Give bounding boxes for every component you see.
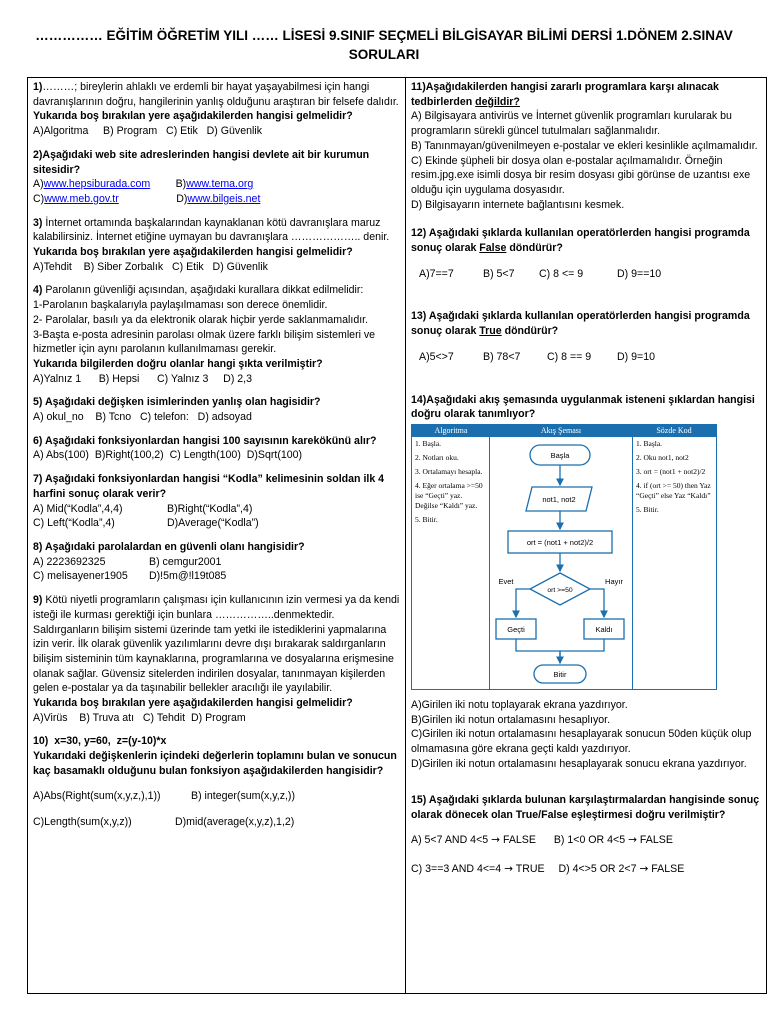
q10-option-d[interactable]: D)mid(average(x,y,z),1,2) — [175, 816, 295, 829]
flow-arrow-no — [590, 589, 604, 617]
exam-frame — [27, 77, 767, 994]
flowchart-pseudocode-steps — [632, 437, 716, 689]
flowchart-diagram — [490, 437, 631, 689]
q15-option-b-result: FALSE — [639, 833, 673, 846]
q13-option-d[interactable]: D) 9=10 — [617, 350, 655, 363]
question-15 — [411, 793, 761, 876]
q15-option-c[interactable]: C) 3==3 AND 4<=4 — [411, 862, 502, 875]
flowchart-head-pseudocode: Sözde Kod — [656, 425, 692, 435]
question-10 — [33, 734, 400, 830]
algo-step: 3. Ortalamayı hesapla. — [415, 466, 483, 476]
title-line1: …………… EĞİTİM ÖĞRETİM YILI …… LİSESİ 9.SINIF SEÇMELİ BİLGİSAYAR BİLİMİ DERSİ 1.DÖNEM 2.SINAV — [35, 28, 733, 43]
flow-yes-label: Evet — [498, 576, 514, 586]
q2-option-d-label: D) — [176, 192, 188, 205]
flow-decision-label: ort >=50 — [547, 586, 573, 594]
q8-option-b[interactable]: B) cemgur2001 — [149, 555, 222, 568]
question-4 — [33, 283, 400, 386]
arrow-right-icon: → — [639, 862, 649, 875]
question-8 — [33, 540, 400, 584]
q9-text: Kötü niyetli programların çalışması için kullanıcının izin vermesi ya da kendi isteği ile kurması gerektiği için bunlara ……………..denmektedir. Saldırganların bilişim sistemi üzerinde tam yetki ile istediklerini yapmalarına izin verir. İlk olarak güvenlik yazılımlarını devre dışı bırakarak saldırganların bilişim sisteminin tüm kaynaklarına, programlarına ve dosyalarına erişmesine olanak sağlar. Güvensiz sitelerden indirilen dosyalar, tanınmayan kişilerden gelen e-postalar ya da taşınabilir bellekler aracılığı ile yayılabilir. — [33, 594, 400, 695]
q10-option-c[interactable]: C)Length(sum(x,y,z)) — [33, 816, 132, 829]
q14-option-a[interactable]: A)Girilen iki notu toplayarak ekrana yazdırıyor. — [411, 698, 628, 711]
q12-question-end: döndürür? — [506, 242, 563, 255]
q14-option-b[interactable]: B)Girilen iki notun ortalamasını hesaplıyor. — [411, 713, 611, 726]
arrow-right-icon: → — [504, 862, 513, 875]
q11-option-c[interactable]: C) Ekinde şüpheli bir dosya olan e-postalar açılmamalıdır. Örneğin resim.jpg.exe isimli dosya bir resim dosyası gibi görünse de uzantısı exe olduğu için uygulama dosyasıdır. — [411, 154, 751, 196]
q12-question: 12) Aşağıdaki şıklarda kullanılan operatörlerden hangisi programda sonuç olarak — [411, 227, 750, 255]
q5-options[interactable]: A) okul_no B) Tcno C) telefon: D) adsoyad — [33, 411, 252, 424]
q3-question: Yukarıda boş bırakılan yere aşağıdakilerden hangisi gelmelidir? — [33, 246, 353, 259]
q2-question: 2)Aşağıdaki web site adreslerinden hangisi devlete ait bir kurumun sitesidir? — [33, 148, 370, 176]
question-2 — [33, 148, 400, 207]
q11-question: 11)Aşağıdakilerden hangisi zararlı programlara karşı alınacak tedbirlerden — [411, 81, 719, 108]
q1-text: ………; bireylerin ahlaklı ve erdemli bir hayat yaşayabilmesi için hangi davranışlarının doğru, hangilerinin yanlış olduğunu araştıran bir felsefe dalıdır. — [33, 81, 399, 108]
flow-no-label: Hayır — [605, 576, 623, 586]
q7-option-d[interactable]: D)Average(“Kodla”) — [167, 517, 259, 530]
q4-number: 4) — [33, 284, 43, 297]
arrow-right-icon: → — [628, 833, 637, 846]
algo-step: 2. Notları oku. — [415, 452, 459, 462]
q2-option-b-link[interactable]: www.tema.org — [186, 178, 254, 191]
flow-input-label: not1, not2 — [542, 494, 576, 504]
question-3 — [33, 216, 400, 275]
arrow-right-icon: → — [491, 833, 500, 846]
q11-question-emphasis: değildir? — [475, 95, 520, 108]
right-column — [406, 78, 766, 993]
q8-option-c[interactable]: C) melisayener1905 — [33, 570, 128, 583]
flow-fail-label: Kaldı — [595, 624, 613, 634]
q4-text: Parolanın güvenliği açısından, aşağıdaki kurallara dikkat edilmelidir: — [42, 284, 364, 297]
flow-arrow — [560, 639, 604, 651]
flow-arrow — [516, 639, 560, 659]
q7-question: 7) Aşağıdaki fonksiyonlardan hangisi “Kodla” kelimesinin soldan ilk 4 harfini sonuç olarak verir? — [33, 473, 385, 500]
flowchart-algorithm-steps — [412, 437, 490, 689]
q12-question-emphasis: False — [479, 242, 507, 255]
flowchart-head-diagram: Akış Şeması — [540, 425, 582, 435]
q15-option-c-result: TRUE — [515, 862, 545, 875]
q12-option-b[interactable]: B) 5<7 — [483, 267, 515, 280]
q4-question: Yukarıda bilgilerden doğru olanlar hangi şıkta verilmiştir? — [33, 357, 323, 370]
q3-text: İnternet ortamında başkalarından kaynaklanan kötü davranışlara maruz kalabilirsiniz. İnternet etiğine uymayan bu davranışlara ……………….. denir. — [33, 216, 390, 244]
q13-option-a[interactable]: A)5<>7 — [419, 350, 454, 363]
q10-question: Yukarıdaki değişkenlerin içindeki değerlerin toplamını bulan ve sonucun kaç basamaklı olduğunu bulan fonksiyon aşağıdakilerden hangisidir? — [33, 750, 397, 777]
q15-option-d[interactable]: D) 4<>5 OR 2<7 — [558, 862, 637, 875]
question-6 — [33, 434, 400, 463]
pseudo-step: 3. ort = (not1 + not2)/2 — [636, 466, 706, 476]
q8-option-a[interactable]: A) 2223692325 — [33, 555, 106, 568]
flowchart-header — [412, 425, 716, 437]
exam-title — [20, 26, 748, 64]
question-9 — [33, 593, 400, 725]
q8-question: 8) Aşağıdaki parolalardan en güvenli olanı hangisidir? — [33, 540, 305, 553]
q9-question: Yukarıda boş bırakılan yere aşağıdakilerden hangisi gelmelidir? — [33, 697, 353, 710]
question-13 — [411, 309, 761, 364]
q9-options[interactable]: A)Virüs B) Truva atı C) Tehdit D) Program — [33, 711, 246, 724]
q2-option-a-link[interactable]: www.hepsiburada.com — [43, 178, 151, 191]
pseudo-step: 5. Bitir. — [636, 504, 659, 514]
q12-option-d[interactable]: D) 9==10 — [617, 267, 662, 280]
algo-step: 4. Eğer ortalama >=50 ise “Geçti” yaz. Değilse “Kaldı” yaz. — [415, 480, 483, 510]
question-5 — [33, 395, 400, 424]
q1-number: 1) — [33, 81, 43, 93]
q13-option-b[interactable]: B) 78<7 — [483, 350, 521, 363]
title-line2: SORULARI — [348, 47, 420, 62]
q6-options[interactable]: A) Abs(100) B)Right(100,2) C) Length(100) D)Sqrt(100) — [33, 449, 303, 462]
q2-option-d-link[interactable]: www.bilgeis.net — [187, 192, 261, 205]
algo-step: 1. Başla. — [415, 438, 442, 448]
q2-option-c-link[interactable]: www.meb.gov.tr — [44, 192, 119, 205]
q3-number: 3) — [33, 216, 43, 229]
q15-option-a[interactable]: A) 5<7 AND 4<5 — [411, 833, 489, 846]
q15-option-a-result: FALSE — [502, 833, 536, 846]
flowchart-figure — [411, 424, 717, 690]
q13-question: 13) Aşağıdaki şıklarda kullanılan operatörlerden hangisi programda sonuç olarak — [411, 310, 750, 338]
question-7 — [33, 472, 400, 531]
q12-option-a[interactable]: A)7==7 — [419, 267, 454, 280]
q14-question: 14)Aşağıdaki akış şemasında uygulanmak isteneni şıklardan hangisi doğru olarak tanımlıyor? — [411, 393, 755, 421]
q11-option-a[interactable]: A) Bilgisayara antivirüs ve İnternet güvenlik programları kurularak bu programların sürekli güncel tutulmaları sağlanmalıdır. — [411, 110, 732, 138]
q4-options[interactable]: A)Yalnız 1 B) Hepsi C) Yalnız 3 D) 2,3 — [33, 372, 253, 385]
q1-options[interactable]: A)Algoritma B) Program C) Etik D) Güvenlik — [33, 125, 262, 138]
pseudo-step: 1. Başla. — [636, 438, 663, 448]
q10-option-b[interactable]: B) integer(sum(x,y,z,)) — [191, 789, 295, 802]
q15-option-d-result: FALSE — [651, 862, 685, 875]
q7-option-c[interactable]: C) Left(“Kodla”,4) — [33, 517, 115, 530]
question-12 — [411, 226, 761, 281]
q3-options[interactable]: A)Tehdit B) Siber Zorbalık C) Etik D) Güvenlik — [33, 260, 268, 273]
q4-rule-2: 2- Parolalar, basılı ya da elektronik olarak hiçbir yerde saklanmamalıdır. — [33, 313, 369, 326]
flow-process-label: ort = (not1 + not2)/2 — [526, 537, 594, 547]
q13-question-end: döndürür? — [501, 325, 559, 338]
q1-question: Yukarıda boş bırakılan yere aşağıdakilerden hangisi gelmelidir? — [33, 110, 353, 123]
pseudo-step: 4. if (ort >= 50) then Yaz “Geçti” else Yaz “Kaldı” — [636, 480, 711, 500]
q11-option-b[interactable]: B) Tanınmayan/güvenilmeyen e-postalar ve ekleri kesinlikle açılmamalıdır. — [411, 139, 758, 152]
q2-option-a-label: A) — [33, 178, 44, 191]
q2-option-c-label: C) — [33, 192, 45, 205]
q5-question: 5) Aşağıdaki değişken isimlerinden yanlış olan hagisidir? — [33, 396, 321, 409]
q12-option-c[interactable]: C) 8 <= 9 — [539, 267, 584, 280]
question-1 — [33, 80, 400, 139]
q11-option-d[interactable]: D) Bilgisayarın internete bağlantısını kesmek. — [411, 198, 625, 211]
q14-option-d[interactable]: D)Girilen iki notun ortalamasını hesaplayarak sonucu ekrana yazdırıyor. — [411, 757, 747, 770]
question-11 — [411, 80, 761, 212]
q9-number: 9) — [33, 594, 43, 607]
q8-option-d[interactable]: D)!5m@!l19t085 — [149, 570, 227, 583]
question-14 — [411, 393, 761, 772]
flow-arrow-yes — [516, 589, 530, 617]
q15-option-b[interactable]: B) 1<0 OR 4<5 — [553, 833, 626, 846]
flow-start-label: Başla — [550, 450, 570, 460]
q4-rule-1: 1-Parolanın başkalarıyla paylaşılmaması son derece önemlidir. — [33, 299, 328, 312]
q14-option-c[interactable]: C)Girilen iki notun ortalamasını hesaplayarak sonucun 50den küçük olup olmamasına göre ekrana geçti kaldı yazdırıyor. — [411, 728, 752, 756]
q13-option-c[interactable]: C) 8 == 9 — [547, 350, 592, 363]
q4-rule-3: 3-Başta e-posta adresinin parolası olmak üzere farklı bilişim sistemleri ve hizmetler için aynı parolanın kullanılmaması gerekir. — [33, 328, 376, 356]
flow-end-label: Bitir — [553, 669, 567, 679]
q15-options-row-2 — [411, 862, 761, 877]
pseudo-step: 2. Oku not1, not2 — [636, 452, 689, 462]
algo-step: 5. Bitir. — [415, 514, 438, 524]
q2-option-b-label: B) — [175, 178, 187, 191]
q10-expression: 10) x=30, y=60, z=(y-10)*x — [33, 735, 167, 748]
q7-option-a[interactable]: A) Mid(“Kodla”,4,4) — [33, 502, 123, 515]
q15-question: 15) Aşağıdaki şıklarda bulunan karşılaştırmalardan hangisinde sonuç olarak dönecek olan True/False eşleştirmesi doğru verilmiştir? — [411, 794, 760, 822]
flow-pass-label: Geçti — [507, 624, 525, 634]
flowchart-head-algorithm: Algoritma — [434, 425, 468, 435]
q10-option-a[interactable]: A)Abs(Right(sum(x,y,z,),1)) — [33, 789, 161, 802]
q13-question-emphasis: True — [479, 325, 502, 338]
q7-option-b[interactable]: B)Right(“Kodla”,4) — [167, 502, 253, 515]
left-column — [28, 78, 406, 993]
q15-options-row-1 — [411, 833, 761, 848]
q6-question: 6) Aşağıdaki fonksiyonlardan hangisi 100 sayısının karekökünü alır? — [33, 434, 377, 447]
